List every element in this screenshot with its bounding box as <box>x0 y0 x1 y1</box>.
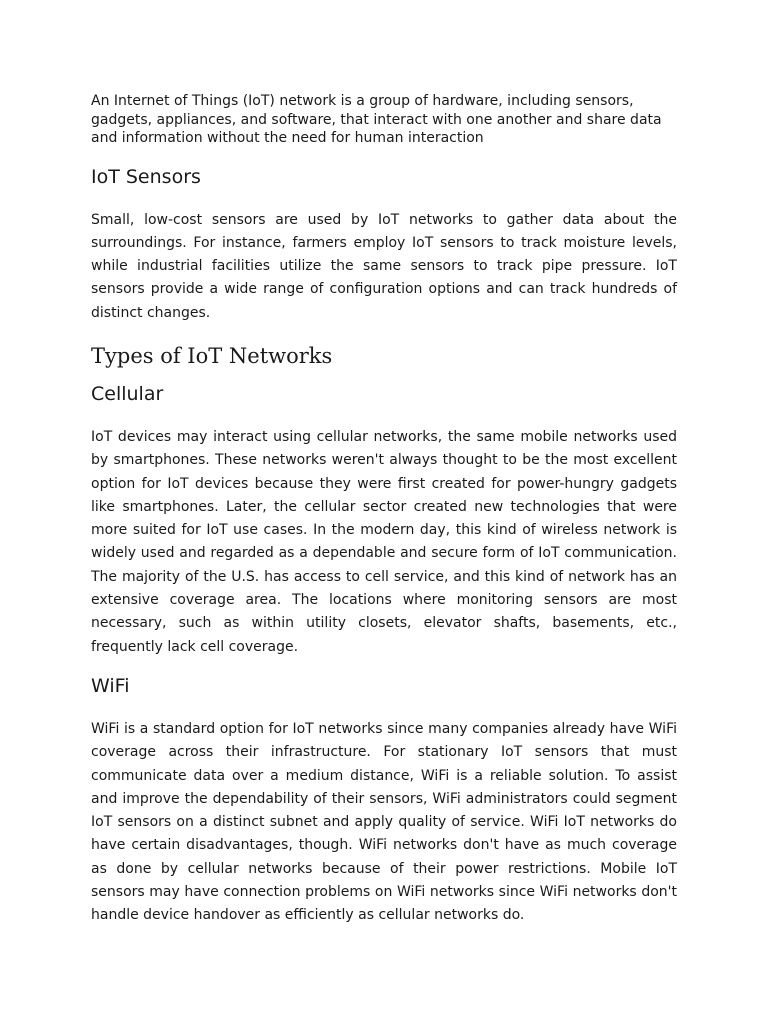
heading-types-of-iot-networks: Types of IoT Networks <box>91 343 333 368</box>
paragraph-wifi: WiFi is a standard option for IoT networks since many companies already have WiFi coverage across their infrastructure. For stationary IoT sensors that must communicate data over a medium distance, WiFi is a reliable solution. To assist and improve the dependability of their sensors, WiFi administrators could segment IoT sensors on a distinct subnet and apply quality of service. WiFi IoT networks do have certain disadvantages, though. WiFi networks don't have as much coverage as done by cellular networks because of their power restrictions. Mobile IoT sensors may have connection problems on WiFi networks since WiFi networks don't handle device handover as efficiently as cellular networks do. <box>91 720 677 924</box>
paragraph-iot-sensors: Small, low-cost sensors are used by IoT networks to gather data about the surroundings. For instance, farmers employ IoT sensors to track moisture levels, while industrial facilities utilize the same sensors to track pipe pressure. IoT sensors provide a wide range of configuration options and can track hundreds of distinct changes. <box>91 211 677 321</box>
heading-iot-sensors: IoT Sensors <box>91 165 201 188</box>
document-page <box>91 92 677 928</box>
paragraph-cellular: IoT devices may interact using cellular networks, the same mobile networks used by smartphones. These networks weren't always thought to be the most excellent option for IoT devices because they were first created for power-hungry gadgets like smartphones. Later, the cellular sector created new technologies that were more suited for IoT use cases. In the modern day, this kind of wireless network is widely used and regarded as a dependable and secure form of IoT communication. The majority of the U.S. has access to cell service, and this kind of network has an extensive coverage area. The locations where monitoring sensors are most necessary, such as within utility closets, elevator shafts, basements, etc., frequently lack cell coverage. <box>91 428 677 655</box>
intro-paragraph: An Internet of Things (IoT) network is a group of hardware, including sensors, gadgets, appliances, and software, that interact with one another and share data and information without the need for human interaction <box>91 93 662 146</box>
heading-wifi: WiFi <box>91 674 130 697</box>
heading-cellular: Cellular <box>91 382 164 405</box>
